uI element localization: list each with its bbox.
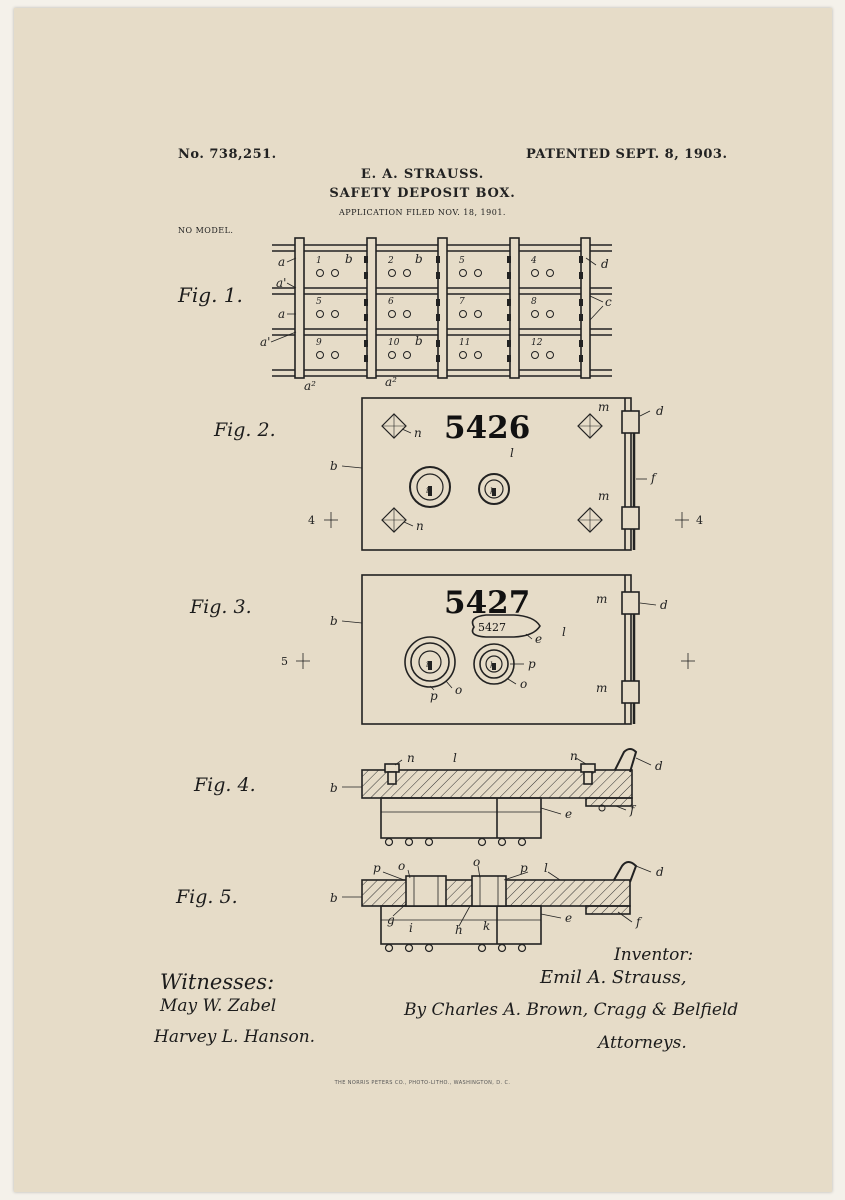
svg-text:l: l: [544, 861, 548, 875]
box-number: 6: [388, 297, 394, 307]
svg-text:m: m: [598, 400, 610, 414]
svg-text:b: b: [330, 614, 338, 628]
box-number: 4: [531, 256, 537, 266]
svg-text:5: 5: [281, 655, 288, 668]
patent-title: SAFETY DEPOSIT BOX.: [329, 186, 516, 201]
svg-text:o: o: [455, 683, 463, 697]
witness-signature-1: May W. Zabel: [160, 996, 277, 1016]
svg-text:d: d: [655, 759, 663, 773]
svg-text:l: l: [453, 751, 457, 765]
fig4-label: Fig. 4.: [194, 774, 256, 796]
svg-text:a: a: [278, 307, 286, 321]
fig1-label: Fig. 1.: [178, 283, 243, 307]
svg-text:d: d: [660, 598, 668, 612]
fig4-section-drawing: [330, 749, 663, 846]
fig5-label: Fig. 5.: [176, 886, 238, 908]
tag-number: 5427: [478, 621, 506, 634]
svg-text:f: f: [636, 915, 641, 929]
printer-imprint: THE NORRIS PETERS CO., PHOTO-LITHO., WASHINGTON, D. C.: [334, 1080, 511, 1086]
box-number: 2: [388, 256, 394, 266]
svg-text:b: b: [415, 334, 423, 348]
fig2-box-front: [308, 398, 703, 550]
box-number-5427: 5427: [444, 585, 531, 621]
svg-text:i: i: [409, 921, 413, 935]
svg-text:n: n: [414, 426, 422, 440]
svg-text:m: m: [598, 489, 610, 503]
svg-text:k: k: [490, 661, 495, 670]
svg-text:n: n: [570, 749, 578, 763]
fig3-label: Fig. 3.: [190, 596, 252, 618]
attorneys-signature: By Charles A. Brown, Cragg & Belfield: [404, 1000, 739, 1020]
svg-text:i: i: [426, 660, 429, 669]
svg-text:m: m: [596, 592, 608, 606]
svg-text:4: 4: [696, 514, 703, 527]
fig1-rack-drawing: [260, 238, 612, 393]
svg-text:n: n: [416, 519, 424, 533]
svg-text:a': a': [276, 276, 287, 290]
box-number: 5: [459, 256, 465, 266]
svg-text:m: m: [596, 681, 608, 695]
svg-text:p: p: [528, 657, 536, 671]
svg-text:b: b: [330, 891, 338, 905]
svg-text:p: p: [520, 861, 528, 875]
box-number-5426: 5426: [444, 410, 531, 446]
svg-text:e: e: [535, 632, 543, 646]
inventor-signature: Emil A. Strauss,: [540, 967, 687, 988]
box-number: 7: [459, 297, 465, 307]
svg-text:d: d: [656, 404, 664, 418]
svg-text:b: b: [330, 459, 338, 473]
svg-text:a: a: [278, 255, 286, 269]
svg-text:f: f: [651, 471, 656, 485]
svg-text:g: g: [387, 913, 395, 927]
svg-text:i: i: [426, 486, 429, 495]
svg-text:k: k: [483, 919, 491, 933]
svg-text:o: o: [398, 859, 406, 873]
svg-text:e: e: [565, 807, 573, 821]
svg-text:c: c: [605, 295, 612, 309]
box-number: 1: [316, 256, 322, 266]
witnesses-label: Witnesses:: [160, 970, 275, 994]
svg-text:b: b: [415, 252, 423, 266]
witness-signature-2: Harvey L. Hanson.: [154, 1027, 316, 1047]
patent-date: PATENTED SEPT. 8, 1903.: [526, 147, 728, 162]
box-number: 12: [531, 338, 543, 348]
svg-text:a': a': [260, 335, 271, 349]
svg-text:f: f: [630, 803, 635, 817]
svg-text:b: b: [345, 252, 353, 266]
svg-text:b: b: [330, 781, 338, 795]
svg-text:e: e: [565, 911, 573, 925]
box-number: 5: [316, 297, 322, 307]
svg-text:l: l: [510, 446, 514, 460]
svg-text:p: p: [430, 689, 438, 703]
svg-text:n: n: [407, 751, 415, 765]
svg-text:a²: a²: [385, 375, 397, 389]
svg-text:k: k: [490, 487, 495, 496]
svg-text:o: o: [520, 677, 528, 691]
box-number: 10: [388, 338, 400, 348]
svg-text:d: d: [656, 865, 664, 879]
fig3-box-front: [281, 575, 695, 724]
inventor-label: Inventor:: [614, 945, 694, 965]
box-number: 9: [316, 338, 322, 348]
model-note: NO MODEL.: [178, 226, 234, 235]
svg-text:o: o: [473, 855, 481, 869]
box-number: 8: [531, 297, 537, 307]
svg-text:4: 4: [308, 514, 315, 527]
svg-text:p: p: [373, 861, 381, 875]
application-filed: APPLICATION FILED NOV. 18, 1901.: [339, 208, 506, 217]
fig2-label: Fig. 2.: [214, 419, 276, 441]
svg-text:l: l: [562, 625, 566, 639]
inventor-heading: E. A. STRAUSS.: [360, 167, 485, 182]
svg-text:a²: a²: [304, 379, 316, 393]
svg-text:d: d: [601, 257, 609, 271]
patent-number: No. 738,251.: [178, 147, 277, 162]
svg-text:h: h: [455, 923, 463, 937]
box-number: 11: [459, 338, 471, 348]
attorneys-label: Attorneys.: [598, 1033, 687, 1053]
fig5-section-drawing: [330, 855, 664, 952]
